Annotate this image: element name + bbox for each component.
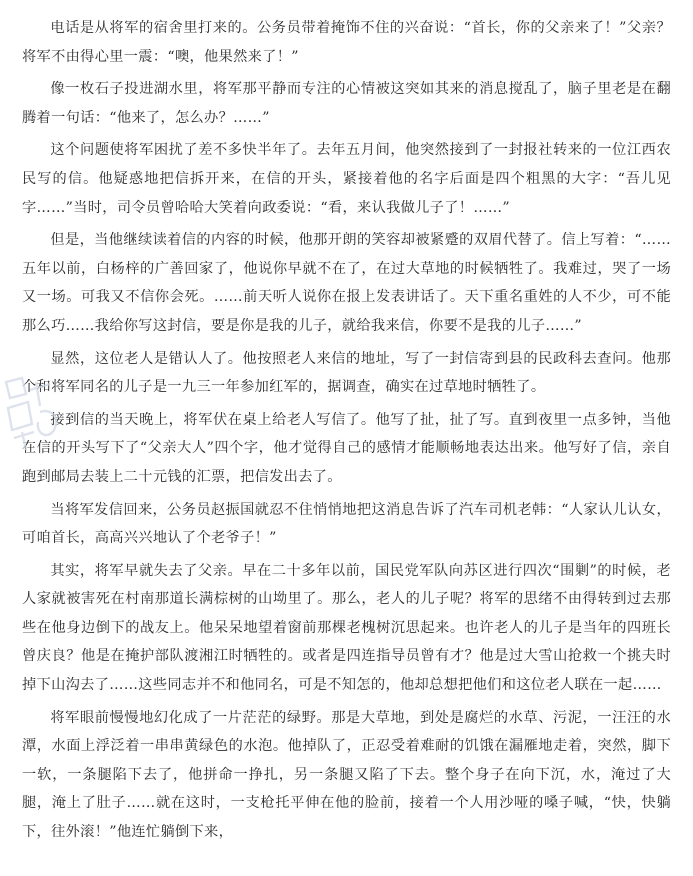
- paragraph-9: 将军眼前慢慢地幻化成了一片茫茫的绿野。那是大草地，到处是腐烂的水草、污泥，一汪汪的水潭，水面上浮泛着一串串黄绿色的水泡。他掉队了，正忍受着难耐的饥饿在漏雁地走着，突然，脚下一软，一条腿陷下去了，他拼命一挣扎，另一条腿又陷了下去。整个身子在向下沉，水，淹过了大腿，淹上了肚子……就在这时，一支枪托平伸在他的脸前，接着一个人用沙哑的嗓子喊，“快，快躺下，往外滚！”他连忙躺倒下来，: [22, 709, 671, 841]
- paragraph-5: 显然，这位老人是错认人了。他按照老人来信的地址，写了一封信寄到县的民政科去查问。他那个和将军同名的儿子是一九三一年参加红军的，据调查，确实在过草地时牺牲了。: [22, 350, 671, 396]
- paragraph-7: 当将军发信回来，公务员赵振国就忍不住悄悄地把这消息告诉了汽车司机老韩：“人家认儿认女，可咱首长，高高兴兴地认了个老爷子！”: [22, 501, 671, 547]
- paragraph-6: 接到信的当天晚上，将军伏在桌上给老人写信了。他写了扯，扯了写。直到夜里一点多钟，当他在信的开头写下了“父亲大人”四个字，他才觉得自己的感情才能顺畅地表达出来。他写好了信，亲自跑到邮局去装上二十元钱的汇票，把信发出去了。: [22, 411, 671, 485]
- paragraph-2: 像一枚石子投进湖水里，将军那平静而专注的心情被这突如其来的消息搅乱了，脑子里老是在翻腾着一句话：“他来了，怎么办？……”: [22, 81, 671, 126]
- paragraph-1: 电话是从将军的宿舍里打来的。公务员带着掩饰不住的兴奋说：“首长，你的父亲来了！”父亲？将军不由得心里一震：“噢，他果然来了！”: [22, 20, 671, 65]
- paragraph-8: 其实，将军早就失去了父亲。早在二十多年以前，国民党军队向苏区进行四次“围剿”的时候，老人家就被害死在村南那道长满棕树的山坳里了。那么，老人的儿子呢？将军的思绪不由得转到过去那些在他身边倒下的战友上。他呆呆地望着窗前那棵老槐树沉思起来。也许老人的儿子是当年的四班长曾庆良？他是在掩护部队渡湘江时牺牲的。或者是四连指导员曾有才？他是过大雪山抢救一个挑夫时掉下山沟去了……这些同志并不和他同名，可是不知怎的，他却总想把他们和这位老人联在一起……: [22, 562, 671, 694]
- paragraph-4: 但是，当他继续读着信的内容的时候，他那开朗的笑容却被紧蹙的双眉代替了。信上写着：“……五年以前，白杨梓的广善回家了，他说你早就不在了，在过大草地的时候牺牲了。我难过，哭了一场又一场。可我又不信你会死。……前天听人说你在报上发表讲话了。天下重名重姓的人不少，可不能那么巧……我给你写这封信，要是你是我的儿子，就给我来信，你要不是我的儿子……”: [22, 232, 671, 334]
- paragraph-3: 这个问题使将军困扰了差不多快半年了。去年五月间，他突然接到了一封报社转来的一位江西农民写的信。他疑惑地把信拆开来，在信的开头，紧接着他的名字后面是四个粗黑的大字：“吾儿见字……”当时，司令员曾哈哈大笑着向政委说：“看，来认我做儿子了！……”: [22, 142, 671, 216]
